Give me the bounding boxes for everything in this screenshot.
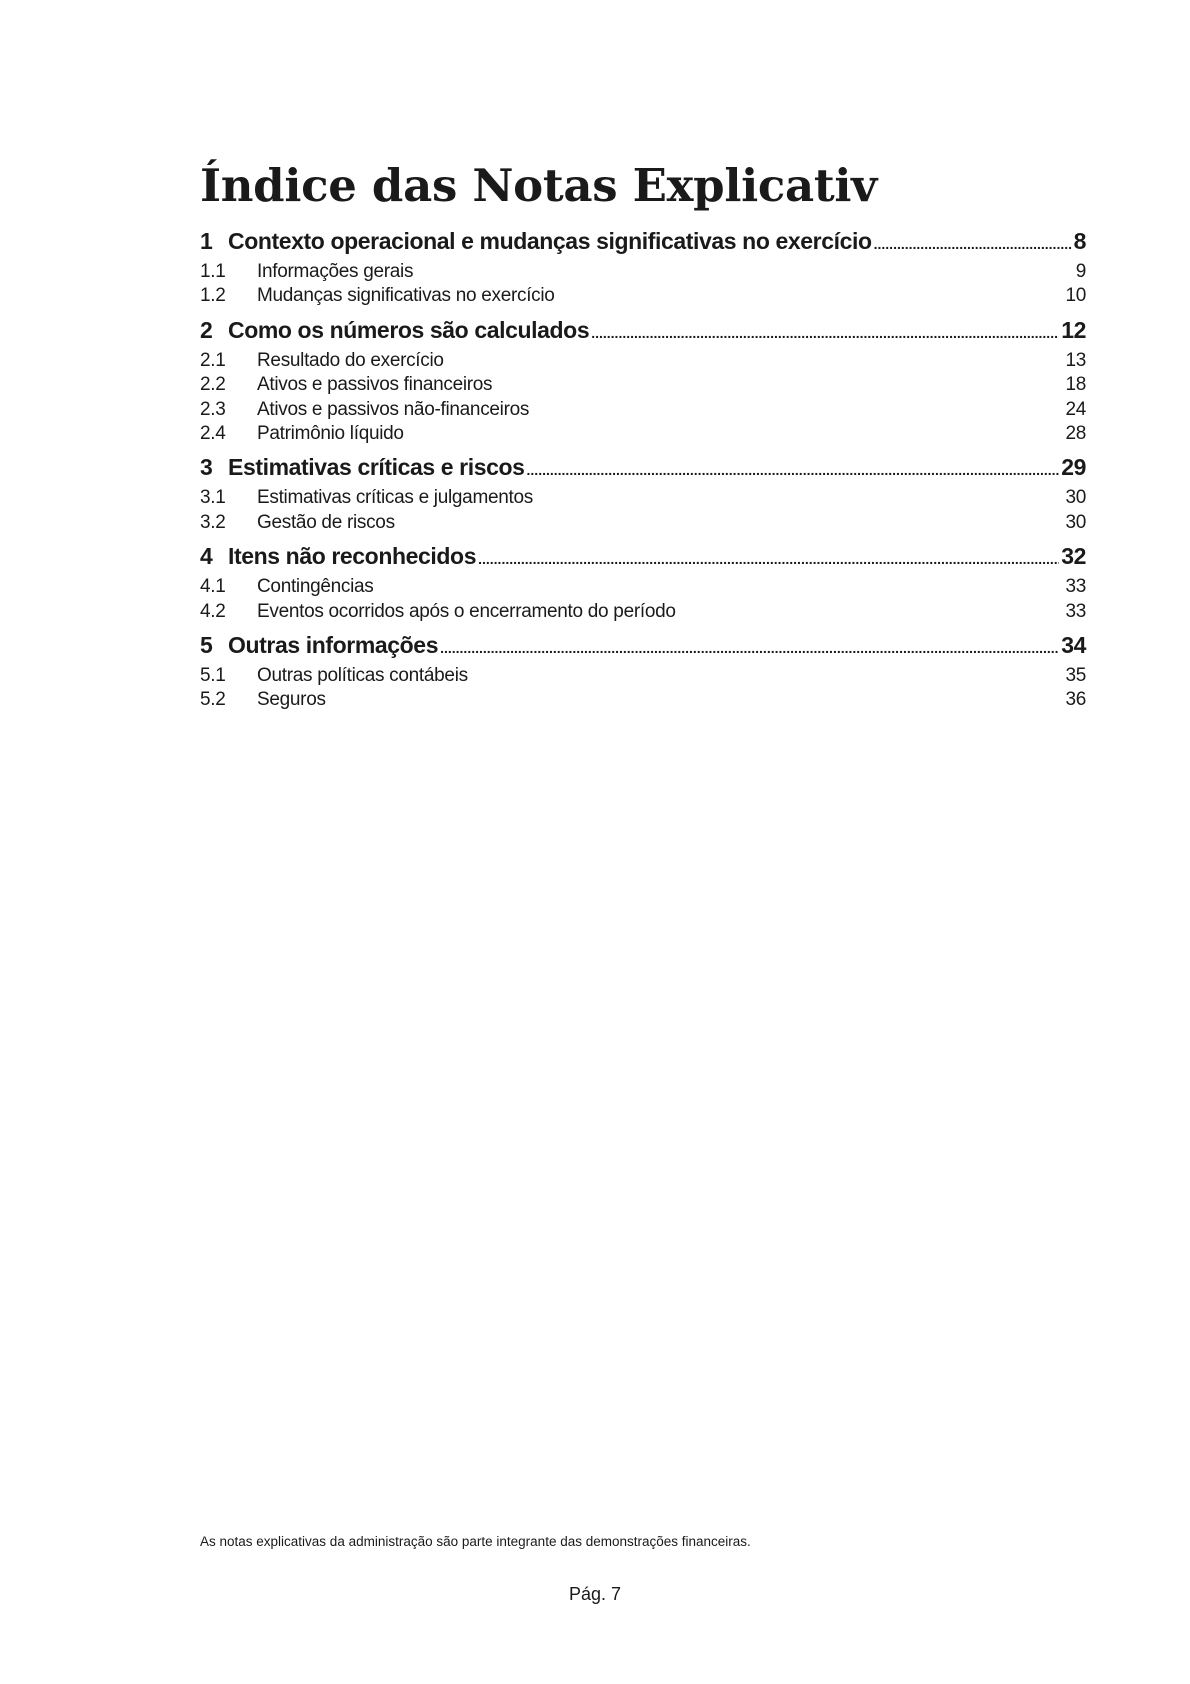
dot-leader [478,542,1059,576]
subsection-page-number: 10 [1065,285,1086,307]
subsection-number: 5.1 [200,664,226,686]
subsection-title: Patrimônio líquido [257,422,404,444]
subsection-page-number: 13 [1065,349,1086,371]
section-title: Outras informações [228,631,439,658]
section-title: Contexto operacional e mudanças significativas no exercício [228,228,872,254]
dot-leader [591,316,1059,350]
toc-section-5 [200,628,1086,713]
subsection-page-number: 33 [1065,600,1086,622]
section-page-number: 8 [1073,228,1086,254]
subsection-title: Outras políticas contábeis [257,664,468,686]
section-page-number: 32 [1061,543,1086,570]
toc-subsection[interactable] [200,486,1086,510]
subsection-number: 2.4 [200,422,226,444]
toc-section-heading[interactable] [200,539,1086,573]
subsection-list [200,486,1086,535]
subsection-number: 1.2 [200,285,226,307]
toc-section-heading[interactable] [200,450,1086,484]
subsection-number: 3.2 [200,511,226,533]
table-of-contents [200,224,1086,713]
toc-section-heading[interactable] [200,313,1086,347]
section-title: Itens não reconhecidos [228,543,477,570]
subsection-title: Resultado do exercício [257,349,444,371]
toc-subsection[interactable] [200,422,1086,446]
page-number: Pág. 7 [568,1584,622,1604]
toc-section-2 [200,313,1086,447]
footnote: As notas explicativas da administração são parte integrante das demonstrações financeiras. [200,1534,751,1549]
subsection-page-number: 36 [1065,689,1086,711]
subsection-number: 2.1 [200,349,226,371]
subsection-list [200,260,1086,309]
subsection-title: Eventos ocorridos após o encerramento do período [257,600,676,622]
section-number: 1 [200,228,213,254]
toc-subsection[interactable] [200,688,1086,712]
toc-subsection[interactable] [200,284,1086,308]
section-page-number: 12 [1061,316,1086,343]
toc-subsection[interactable] [200,511,1086,535]
toc-section-4 [200,539,1086,624]
section-page-number: 29 [1061,454,1086,481]
subsection-number: 1.1 [200,261,226,282]
subsection-page-number: 28 [1065,422,1086,444]
section-page-number: 34 [1061,631,1086,658]
toc-subsection[interactable] [200,664,1086,688]
subsection-title: Gestão de riscos [257,511,395,533]
subsection-list [200,575,1086,624]
toc-subsection[interactable] [200,575,1086,599]
subsection-title: Mudanças significativas no exercício [257,285,555,307]
subsection-number: 5.2 [200,689,226,711]
subsection-page-number: 18 [1065,374,1086,396]
subsection-number: 2.3 [200,398,226,420]
toc-subsection[interactable] [200,398,1086,422]
page-title: Índice das Notas Explicativ [200,159,878,212]
toc-section-3 [200,450,1086,535]
toc-section-heading[interactable] [200,628,1086,662]
subsection-list [200,664,1086,713]
subsection-title: Ativos e passivos não-financeiros [257,398,530,420]
toc-subsection[interactable] [200,600,1086,624]
subsection-list [200,349,1086,447]
dot-leader [527,453,1060,487]
subsection-title: Ativos e passivos financeiros [257,374,493,396]
subsection-title: Informações gerais [257,261,414,282]
subsection-number: 4.2 [200,600,226,622]
dot-leader [874,227,1072,261]
section-number: 2 [200,316,213,343]
section-title: Como os números são calculados [228,316,590,343]
toc-subsection[interactable] [200,260,1086,284]
section-number: 3 [200,454,213,481]
toc-container [200,150,1086,717]
toc-section-1 [200,224,1086,309]
subsection-title: Seguros [257,689,326,711]
subsection-page-number: 24 [1065,398,1086,420]
subsection-title: Estimativas críticas e julgamentos [257,487,533,509]
toc-section-heading[interactable] [200,224,1086,258]
subsection-page-number: 33 [1065,576,1086,598]
dot-leader [440,631,1059,665]
section-title: Estimativas críticas e riscos [228,454,525,481]
subsection-page-number: 9 [1075,261,1086,282]
subsection-page-number: 30 [1065,487,1086,509]
subsection-page-number: 30 [1065,511,1086,533]
subsection-number: 4.1 [200,576,226,598]
toc-subsection[interactable] [200,349,1086,373]
subsection-title: Contingências [257,576,374,598]
section-number: 4 [200,543,213,570]
subsection-number: 2.2 [200,374,226,396]
toc-subsection[interactable] [200,373,1086,397]
subsection-page-number: 35 [1065,664,1086,686]
section-number: 5 [200,631,213,658]
subsection-number: 3.1 [200,487,226,509]
